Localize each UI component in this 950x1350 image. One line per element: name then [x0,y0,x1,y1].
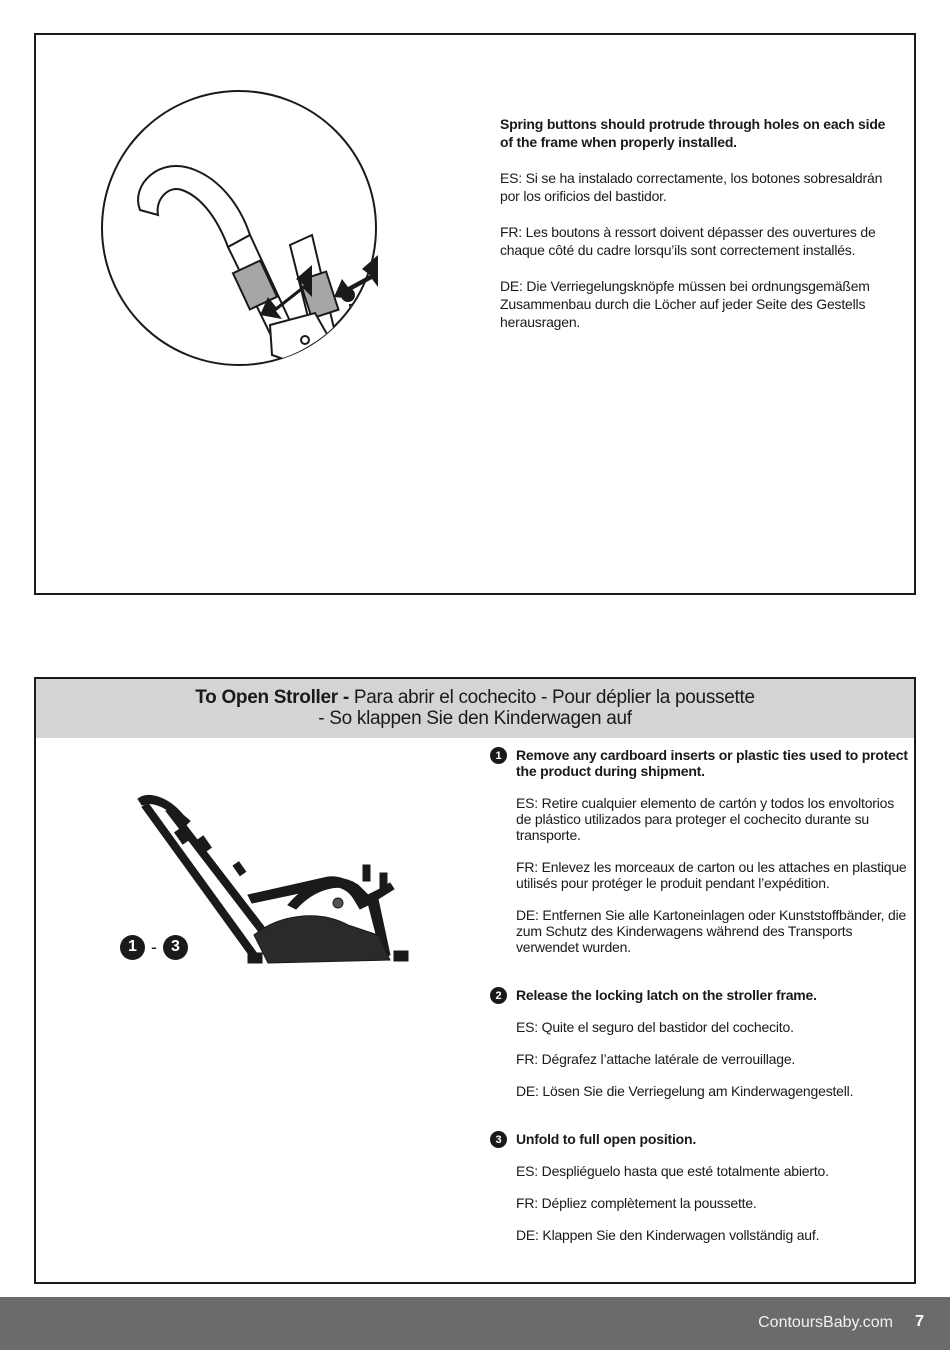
instruction-de: DE: Die Verriegelungsknöpfe müssen bei ordnungsgemäßem Zusammenbau durch die Löcher auf jeder Seite des Gestells herausragen. [500,278,870,330]
step-1 [490,747,910,955]
step-text-fr: FR: Dégrafez l’attache latérale de verrouillage. [516,1051,796,1067]
open-stroller-panel [34,677,916,1284]
step-range-end-badge: 3 [163,935,188,960]
footer-website: ContoursBaby.com [758,1314,893,1331]
step-number-badge: 1 [490,747,507,764]
step-3 [490,1131,910,1243]
step-text-de: DE: Lösen Sie die Verriegelung am Kinderwagengestell. [516,1083,854,1099]
page-number: 7 [915,1313,924,1330]
section-title-line1 [36,687,914,708]
step-text-fr: FR: Dépliez complètement la poussette. [516,1195,757,1211]
page-footer [0,1297,950,1350]
step-range-indicator [120,934,188,960]
step-text-es: ES: Despliéguelo hasta que esté totalmente abierto. [516,1163,829,1179]
step-range-dash: - [151,936,157,957]
step-number-badge: 2 [490,987,507,1004]
instruction-fr: FR: Les boutons à ressort doivent dépasser des ouvertures de chaque côté du cadre lorsqu’ils sont correctement installés. [500,224,876,258]
section-title-bold: To Open Stroller - [195,687,349,708]
instruction-en: Spring buttons should protrude through holes on each side of the frame when properly installed. [500,116,886,150]
step-text-fr: FR: Enlevez les morceaux de carton ou les attaches en plastique utilisés pour protéger le produit pendant l’expédition. [516,859,907,891]
section-title [36,679,914,738]
section-title-line2: - So klappen Sie den Kinderwagen auf [318,708,632,729]
step-text-es: ES: Retire cualquier elemento de cartón y todos los envoltorios de plástico utilizados para proteger el cochecito durante su transporte. [516,795,895,843]
step-text-de: DE: Entfernen Sie alle Kartoneinlagen oder Kunststoffbänder, die zum Schutz des Kinderwagens während des Transports verwendet wurden. [516,907,907,955]
step-lead-en: Release the locking latch on the stroller frame. [516,987,817,1003]
step-2 [490,987,910,1099]
step-number-badge: 3 [490,1131,507,1148]
instruction-es: ES: Si se ha instalado correctamente, los botones sobresaldrán por los orificios del bastidor. [500,170,883,204]
step-text-de: DE: Klappen Sie den Kinderwagen vollständig auf. [516,1227,820,1243]
spring-button-instructions [500,115,900,349]
section-title-translations: Para abrir el cochecito - Pour déplier la poussette [348,687,755,708]
spring-button-detail-illustration [100,75,378,381]
steps-list [490,747,910,1243]
step-text-es: ES: Quite el seguro del bastidor del cochecito. [516,1019,794,1035]
step-lead-en: Unfold to full open position. [516,1131,697,1147]
step-lead-en: Remove any cardboard inserts or plastic ties used to protect the product during shipment. [516,747,908,779]
step-range-start-badge: 1 [120,935,145,960]
spring-button-panel [34,33,916,595]
